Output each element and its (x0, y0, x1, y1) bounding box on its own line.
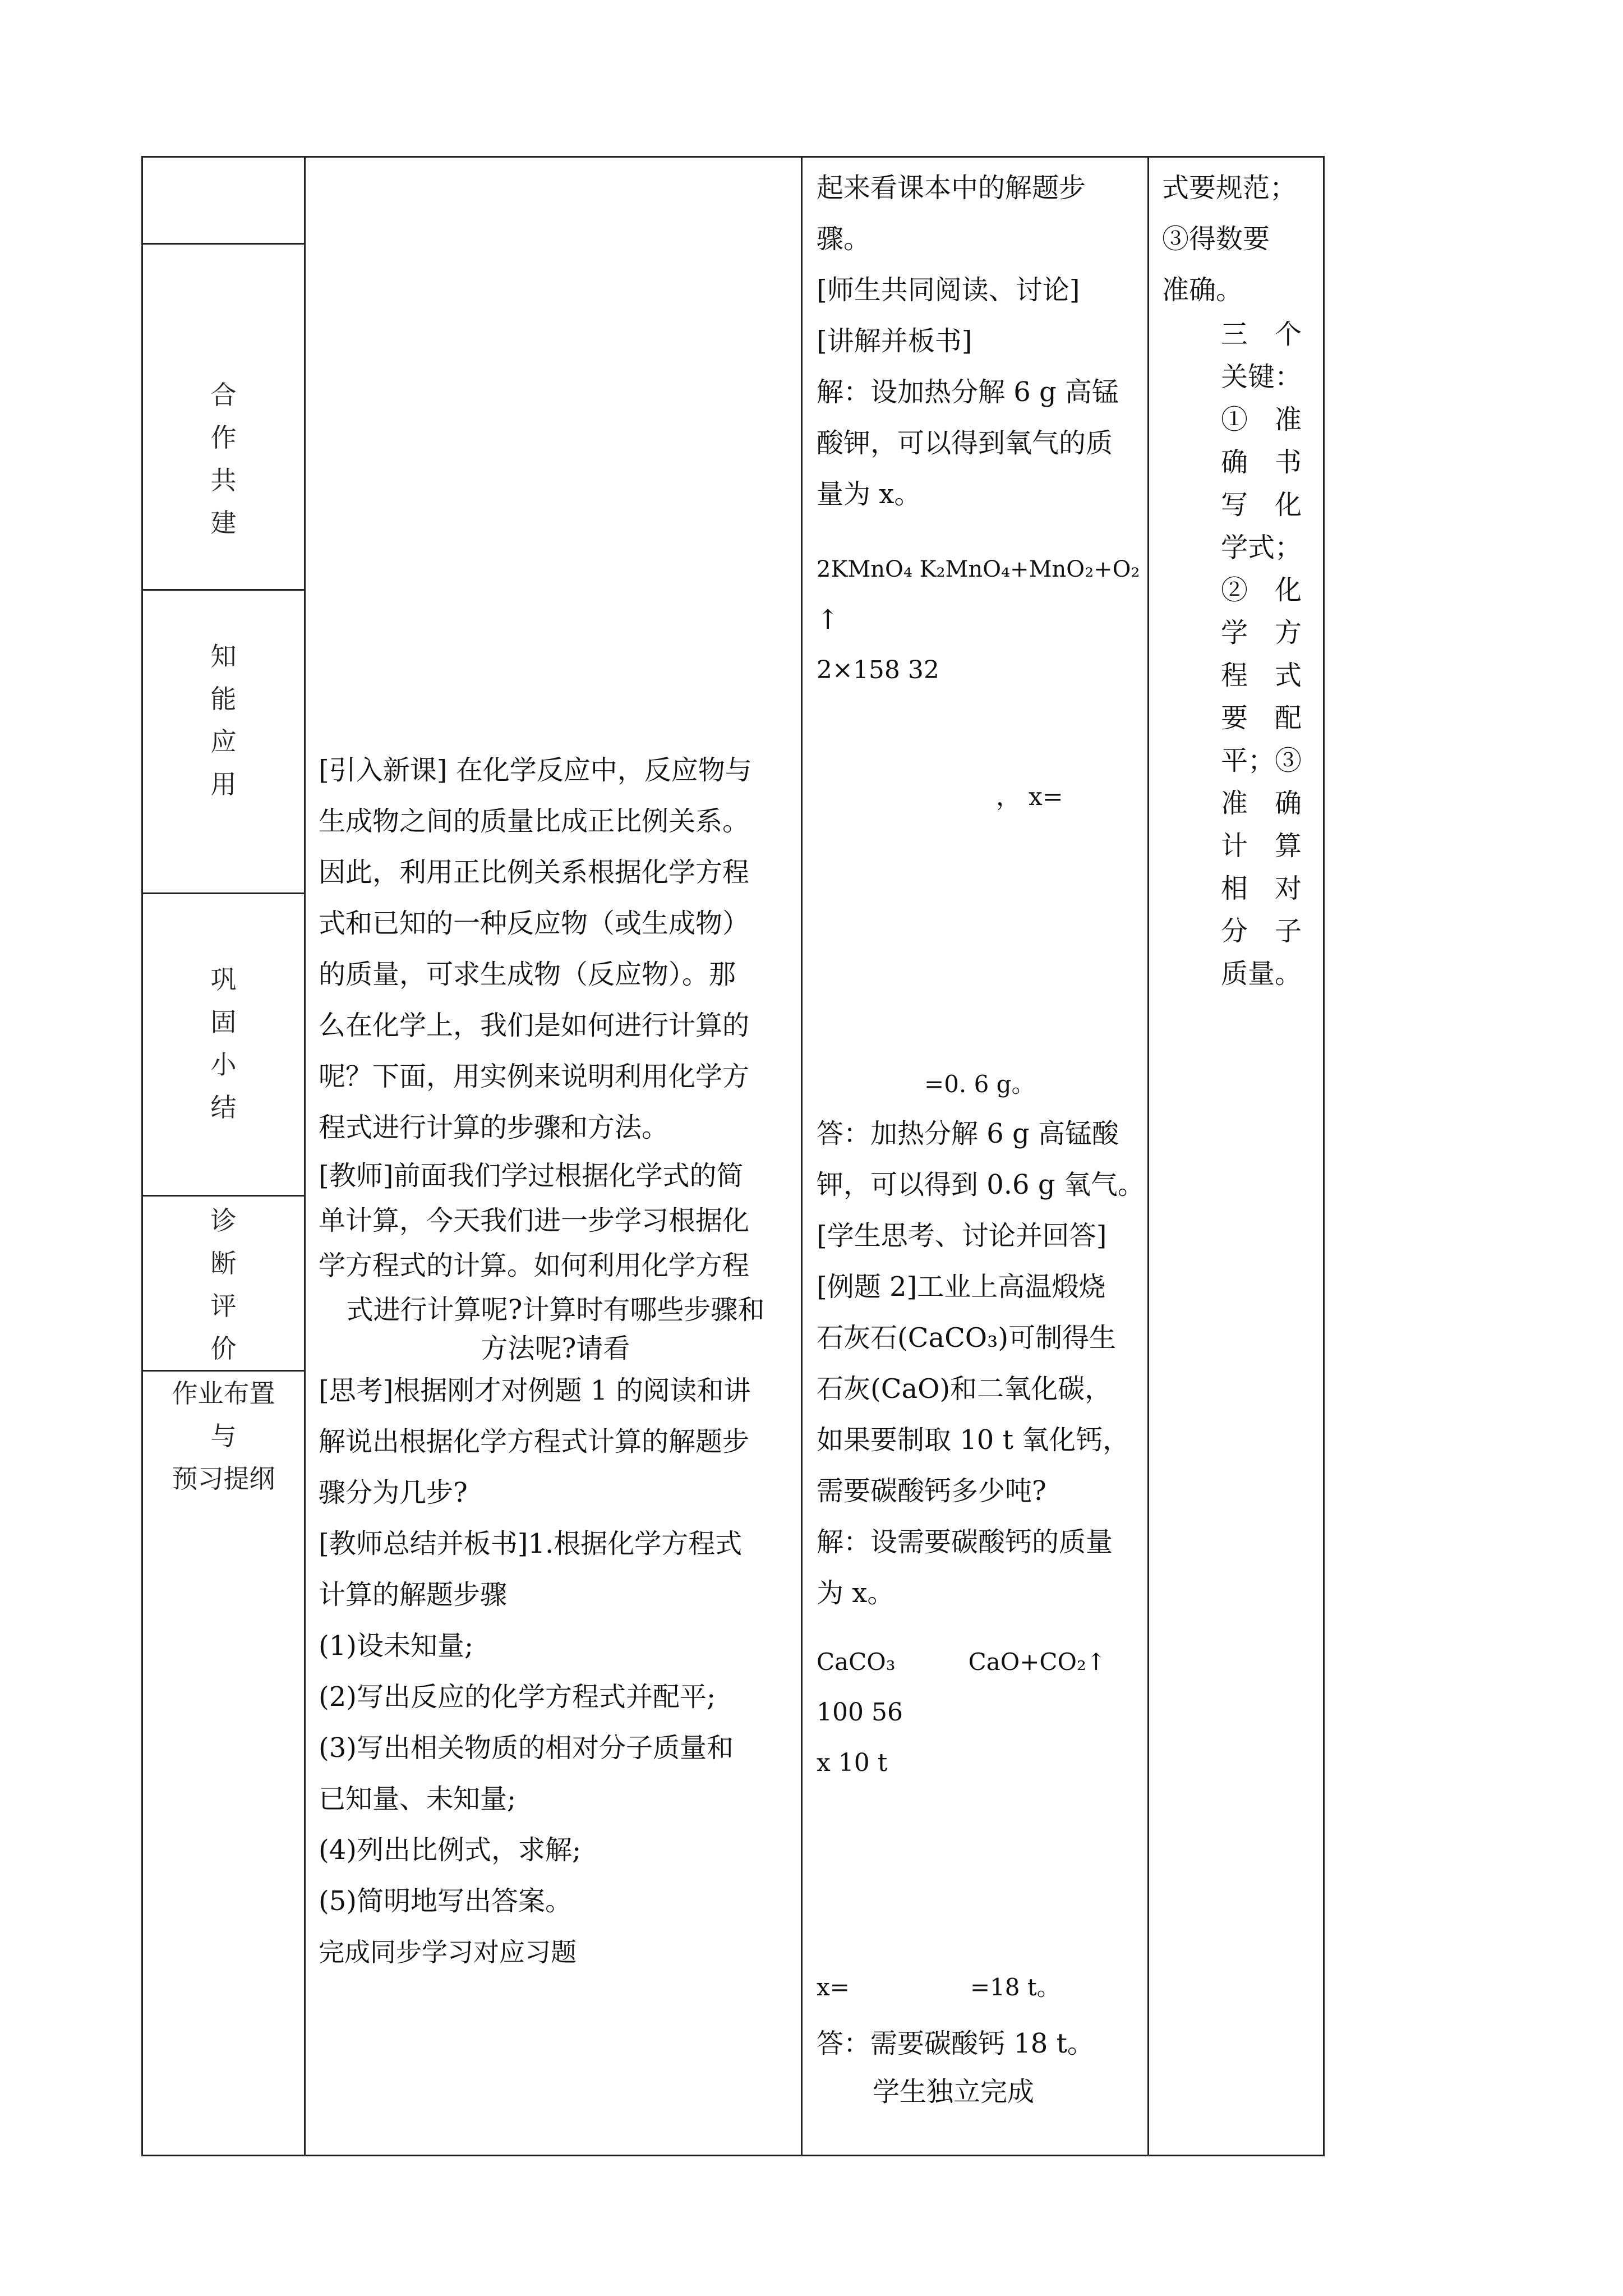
teacher-line: 程式进行计算的步骤和方法。 (319, 1112, 669, 1143)
teacher-line: 完成同步学习对应习题 (319, 1937, 577, 1967)
teacher-line: (5)简明地写出答案。 (319, 1885, 572, 1917)
teacher-line: [教师总结并板书]1.根据化学方程式 (319, 1528, 743, 1559)
teacher-line: [引入新课] 在化学反应中，反应物与 (319, 754, 752, 786)
proportion-text: ， x= (996, 783, 1063, 811)
equation-products: CaO+CO₂↑ (968, 1648, 1106, 1676)
mass-ratio-line: 2×158 32 (817, 656, 939, 684)
teacher-line: 学方程式的计算。如何利用化学方程 (319, 1250, 750, 1281)
equation-line (817, 1637, 1145, 1687)
student-line: 起来看课本中的解题步 (817, 172, 1086, 204)
answer-text: 答：需要碳酸钙 18 t。 (817, 2028, 1094, 2059)
stage-label-summary: 巩 固 小 结 (210, 964, 237, 1122)
student-line: 石灰石(CaCO₃)可制得生 (817, 1322, 1117, 1354)
note-line: ② 化 (1221, 574, 1302, 606)
table-border-right (1323, 156, 1325, 2156)
note-line: 质量。 (1221, 958, 1302, 990)
student-line: 酸钾，可以得到氧气的质 (817, 427, 1113, 459)
student-line: 答：加热分解 6 g 高锰酸 (817, 1118, 1119, 1149)
student-line: [师生共同阅读、讨论] (817, 274, 1080, 306)
student-line: [例题 2]工业上高温煅烧 (817, 1271, 1106, 1303)
gas-arrow: ↑ (817, 604, 840, 636)
row-divider-1 (141, 243, 306, 245)
student-line: 骤。 (817, 223, 871, 255)
teacher-line: 么在化学上，我们是如何进行计算的 (319, 1010, 750, 1041)
note-line: 计 算 (1221, 830, 1302, 862)
proportion-line (996, 777, 1142, 817)
student-activity-mid (817, 1108, 1145, 1619)
teacher-line: 的质量，可求生成物（反应物）。那 (319, 959, 736, 990)
note-line: 程 式 (1221, 660, 1302, 691)
note-line: 要 配 (1221, 702, 1302, 734)
equation-line: 2KMnO₄ K₂MnO₄+MnO₂+O₂ (817, 556, 1140, 582)
solve-x: x= (817, 1973, 850, 2001)
stage-label-apply: 知 能 应 用 (210, 641, 237, 799)
stage-label-cooperate: 合 作 共 建 (210, 380, 237, 538)
table-divider-2 (801, 156, 803, 2156)
table-border-bottom (141, 2155, 1325, 2156)
student-line: 解：设需要碳酸钙的质量 (817, 1526, 1113, 1558)
teacher-line: [教师]前面我们学过根据化学式的简 (319, 1160, 744, 1191)
lesson-table (141, 156, 1325, 2156)
result-text: =0. 6 g。 (924, 1070, 1035, 1098)
note-line: 学 方 (1221, 617, 1302, 648)
student-activity (817, 163, 1145, 520)
mass-ratio-line: 100 56 (817, 1698, 903, 1727)
note-line: 学式； (1221, 532, 1302, 563)
note-line: 相 对 (1221, 873, 1302, 904)
student-line: 需要碳酸钙多少吨? (817, 1475, 1046, 1507)
student-line: 为 x。 (817, 1577, 895, 1609)
teacher-line: (1)设未知量; (319, 1630, 474, 1662)
note-line: ③得数要 (1162, 223, 1270, 255)
note-line: 式要规范； (1162, 172, 1297, 204)
notes-top (1162, 163, 1319, 316)
teacher-line: [思考]根据刚才对例题 1 的阅读和讲 (319, 1375, 751, 1406)
stage-label-evaluate: 诊 断 评 价 (210, 1205, 237, 1364)
row-divider-3 (141, 892, 306, 894)
equation-kmno4 (817, 544, 1145, 696)
table-divider-1 (304, 156, 306, 2156)
independent-work: 学生独立完成 (873, 2076, 1035, 2108)
row-divider-2 (141, 589, 306, 591)
known-values-line: x 10 t (817, 1749, 888, 1777)
notes-keys (1221, 313, 1322, 995)
student-line: 钾，可以得到 0.6 g 氧气。 (817, 1169, 1145, 1200)
solve-result: =18 t。 (970, 1973, 1061, 2001)
teacher-line: 已知量、未知量; (319, 1783, 517, 1815)
note-line: ① 准 (1221, 404, 1302, 435)
note-line: 平；③ (1221, 745, 1302, 776)
note-line: 准 确 (1221, 788, 1302, 819)
result-line-1 (924, 1065, 1137, 1104)
solve-text (817, 1968, 1145, 2007)
teacher-line: 式进行计算呢?计算时有哪些步骤和 (346, 1294, 765, 1326)
student-line: 量为 x。 (817, 478, 921, 510)
note-line: 分 子 (1221, 915, 1302, 947)
stage-label-homework: 作业布置 与 预习提纲 (172, 1378, 275, 1494)
table-divider-3 (1147, 156, 1149, 2156)
teacher-line: 方法呢?请看 (481, 1333, 630, 1364)
answer-2 (817, 2019, 1145, 2116)
teacher-line: 生成物之间的质量比成正比例关系。 (319, 806, 750, 837)
student-line: [学生思考、讨论并回答] (817, 1220, 1107, 1251)
teacher-line: 计算的解题步骤 (319, 1579, 508, 1611)
note-line: 关键： (1221, 361, 1302, 393)
teacher-line: 单计算，今天我们进一步学习根据化 (319, 1205, 750, 1236)
table-border-top (141, 156, 1325, 158)
row-divider-5 (141, 1370, 306, 1372)
teacher-line: 呢？下面，用实例来说明利用化学方 (319, 1061, 750, 1092)
equation-caco3 (817, 1637, 1145, 1788)
note-line: 准确。 (1162, 274, 1243, 306)
student-line: [讲解并板书] (817, 325, 972, 357)
teacher-line: 式和已知的一种反应物（或生成物） (319, 908, 750, 939)
row-divider-4 (141, 1195, 306, 1197)
teacher-line: 骤分为几步? (319, 1477, 468, 1508)
student-line: 石灰(CaO)和二氧化碳， (817, 1373, 1112, 1405)
solve-line-2 (817, 1968, 1145, 2007)
teacher-line: (2)写出反应的化学方程式并配平; (319, 1681, 716, 1713)
equation-reactant: CaCO₃ (817, 1648, 896, 1676)
teacher-line: (3)写出相关物质的相对分子质量和 (319, 1732, 734, 1764)
teacher-line: (4)列出比例式，求解; (319, 1834, 582, 1866)
note-line: 写 化 (1221, 489, 1302, 521)
teacher-line: 因此，利用正比例关系根据化学方程 (319, 857, 750, 888)
note-line: 三 个 (1221, 319, 1302, 350)
student-line: 解：设加热分解 6 g 高锰 (817, 376, 1119, 408)
student-line: 如果要制取 10 t 氧化钙， (817, 1424, 1130, 1456)
teacher-activity (319, 745, 792, 1978)
teacher-line: 解说出根据化学方程式计算的解题步 (319, 1426, 750, 1457)
note-line: 确 书 (1221, 447, 1302, 478)
